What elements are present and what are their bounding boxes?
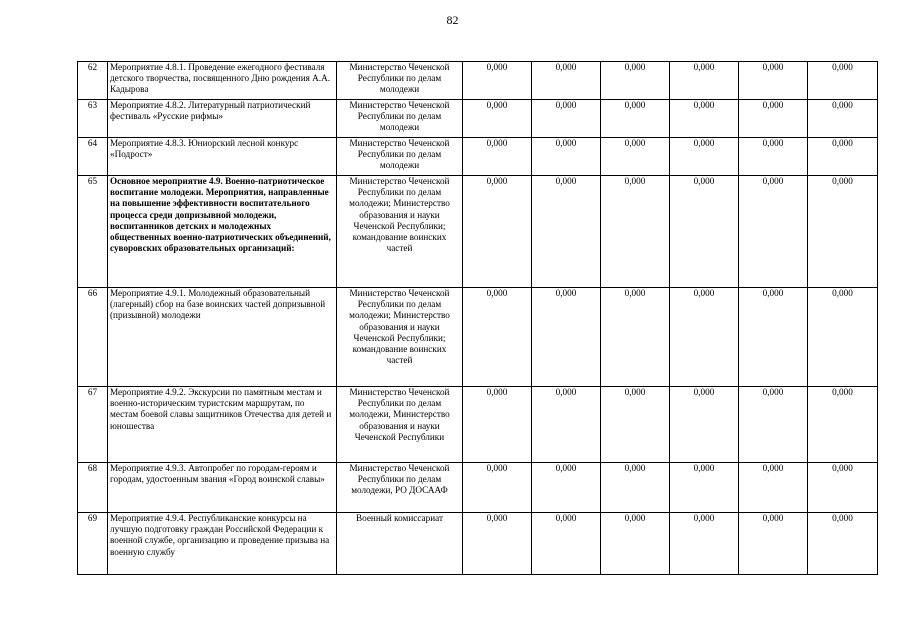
value-cell: 0,000 xyxy=(670,387,739,463)
table-row xyxy=(78,100,878,138)
row-number: 68 xyxy=(78,463,108,513)
value-cell: 0,000 xyxy=(463,138,532,176)
value-cell: 0,000 xyxy=(808,176,878,288)
value-cell: 0,000 xyxy=(670,62,739,100)
executor: Министерство Чеченской Республики по делам молодежи; Министерство образования и науки Чеченской Республики; командование воинских частей xyxy=(337,288,463,387)
row-number: 67 xyxy=(78,387,108,463)
value-cell: 0,000 xyxy=(532,463,601,513)
row-number: 64 xyxy=(78,138,108,176)
value-cell: 0,000 xyxy=(532,288,601,387)
table-row xyxy=(78,288,878,387)
row-number: 63 xyxy=(78,100,108,138)
value-cell: 0,000 xyxy=(532,176,601,288)
value-cell: 0,000 xyxy=(808,288,878,387)
executor: Министерство Чеченской Республики по делам молодежи, Министерство образования и науки Чеченской Республики xyxy=(337,387,463,463)
value-cell: 0,000 xyxy=(463,100,532,138)
value-cell: 0,000 xyxy=(739,288,808,387)
value-cell: 0,000 xyxy=(739,387,808,463)
value-cell: 0,000 xyxy=(463,463,532,513)
measure-name: Мероприятие 4.9.2. Экскурсии по памятным местам и военно-историческим туристским маршрутам, по местам боевой славы защитников Отечества для детей и юношества xyxy=(108,387,337,463)
value-cell: 0,000 xyxy=(670,513,739,575)
measure-name: Мероприятие 4.9.1. Молодежный образовательный (лагерный) сбор на базе воинских частей допризывной (призывной) молодежи xyxy=(108,288,337,387)
table-row xyxy=(78,387,878,463)
value-cell: 0,000 xyxy=(670,463,739,513)
value-cell: 0,000 xyxy=(463,176,532,288)
executor: Министерство Чеченской Республики по делам молодежи xyxy=(337,138,463,176)
row-number: 66 xyxy=(78,288,108,387)
row-number: 69 xyxy=(78,513,108,575)
value-cell: 0,000 xyxy=(739,513,808,575)
value-cell: 0,000 xyxy=(808,138,878,176)
value-cell: 0,000 xyxy=(670,100,739,138)
measure-name: Мероприятие 4.9.3. Автопробег по городам-героям и городам, удостоенным звания «Город воинской славы» xyxy=(108,463,337,513)
value-cell: 0,000 xyxy=(463,288,532,387)
value-cell: 0,000 xyxy=(808,463,878,513)
value-cell: 0,000 xyxy=(601,62,670,100)
executor: Министерство Чеченской Республики по делам молодежи xyxy=(337,62,463,100)
value-cell: 0,000 xyxy=(670,176,739,288)
measure-name: Мероприятие 4.9.4. Республиканские конкурсы на лучшую подготовку граждан Российской Федерации к военной службе, организацию и проведение призыва на военную службу xyxy=(108,513,337,575)
measure-name: Мероприятие 4.8.2. Литературный патриотический фестиваль «Русские рифмы» xyxy=(108,100,337,138)
table-row xyxy=(78,513,878,575)
value-cell: 0,000 xyxy=(808,387,878,463)
value-cell: 0,000 xyxy=(463,62,532,100)
value-cell: 0,000 xyxy=(601,138,670,176)
table-row xyxy=(78,138,878,176)
value-cell: 0,000 xyxy=(739,138,808,176)
measure-name: Основное мероприятие 4.9. Военно-патриотическое воспитание молодежи. Мероприятия, направленные на повышение эффективности воспитательного процесса среди допризывной молодежи, воспитанников детских и молодежных общественных военно-патриотических объединений, суворовских образовательных организаций: xyxy=(108,176,337,288)
value-cell: 0,000 xyxy=(670,138,739,176)
measure-name: Мероприятие 4.8.1. Проведение ежегодного фестиваля детского творчества, посвященного Дню рождения А.А. Кадырова xyxy=(108,62,337,100)
executor: Министерство Чеченской Республики по делам молодежи xyxy=(337,100,463,138)
executor: Министерство Чеченской Республики по делам молодежи; Министерство образования и науки Чеченской Республики; командование воинских частей xyxy=(337,176,463,288)
value-cell: 0,000 xyxy=(532,513,601,575)
value-cell: 0,000 xyxy=(532,62,601,100)
value-cell: 0,000 xyxy=(601,176,670,288)
executor: Министерство Чеченской Республики по делам молодежи, РО ДОСААФ xyxy=(337,463,463,513)
row-number: 65 xyxy=(78,176,108,288)
value-cell: 0,000 xyxy=(739,176,808,288)
budget-table xyxy=(77,61,878,575)
table-row xyxy=(78,176,878,288)
measure-name: Мероприятие 4.8.3. Юниорский лесной конкурс «Подрост» xyxy=(108,138,337,176)
value-cell: 0,000 xyxy=(601,100,670,138)
value-cell: 0,000 xyxy=(601,463,670,513)
value-cell: 0,000 xyxy=(670,288,739,387)
row-number: 62 xyxy=(78,62,108,100)
value-cell: 0,000 xyxy=(532,138,601,176)
value-cell: 0,000 xyxy=(601,387,670,463)
table-row xyxy=(78,62,878,100)
value-cell: 0,000 xyxy=(601,513,670,575)
value-cell: 0,000 xyxy=(463,387,532,463)
value-cell: 0,000 xyxy=(739,62,808,100)
table-row xyxy=(78,463,878,513)
value-cell: 0,000 xyxy=(808,62,878,100)
page-number: 82 xyxy=(446,13,459,27)
value-cell: 0,000 xyxy=(808,100,878,138)
table-body xyxy=(78,62,878,575)
value-cell: 0,000 xyxy=(739,100,808,138)
value-cell: 0,000 xyxy=(739,463,808,513)
value-cell: 0,000 xyxy=(532,387,601,463)
value-cell: 0,000 xyxy=(601,288,670,387)
value-cell: 0,000 xyxy=(532,100,601,138)
value-cell: 0,000 xyxy=(463,513,532,575)
executor: Военный комиссариат xyxy=(337,513,463,575)
value-cell: 0,000 xyxy=(808,513,878,575)
